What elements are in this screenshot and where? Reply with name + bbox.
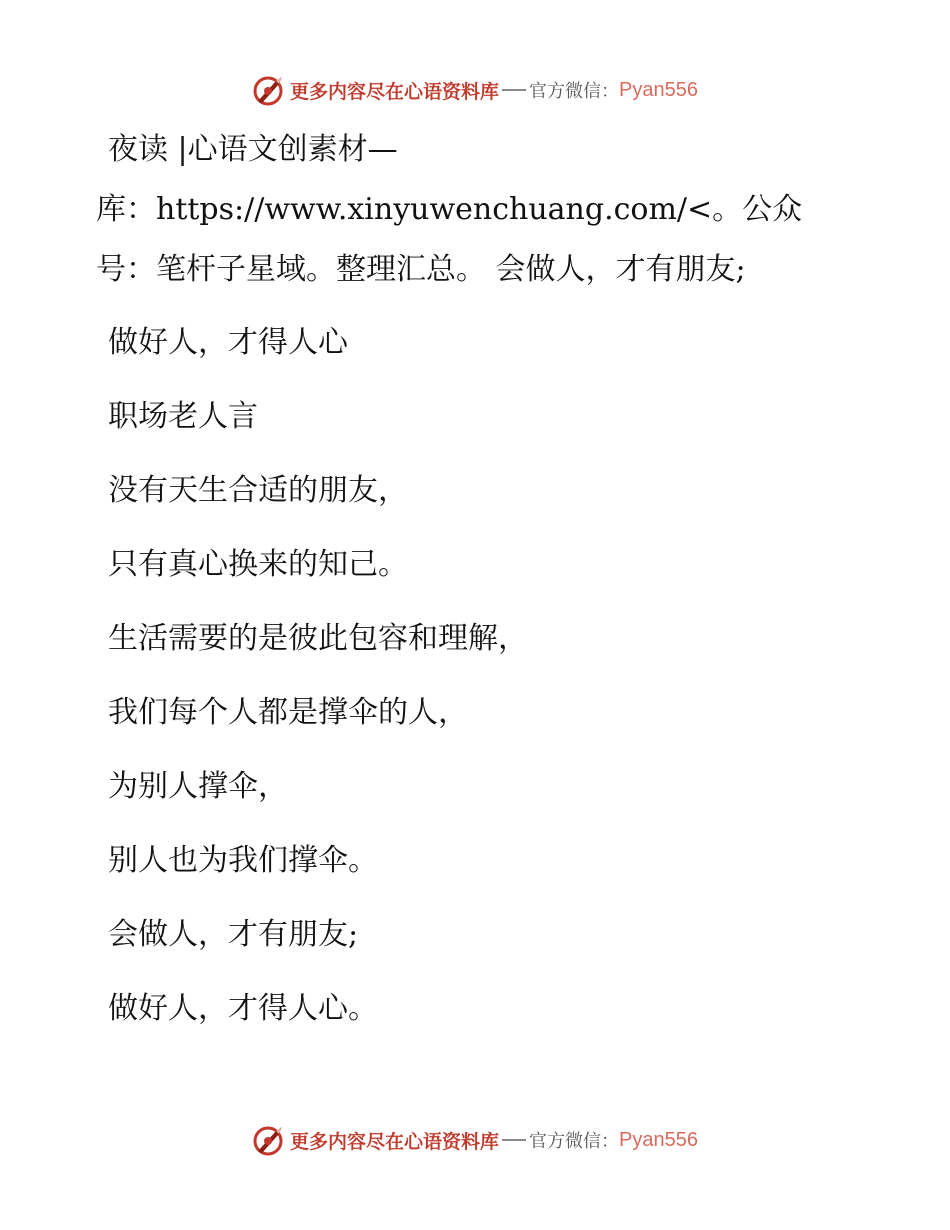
footer-banner-dash xyxy=(502,1139,526,1141)
text-line: 生活需要的是彼此包容和理解， xyxy=(108,621,528,656)
document-intro-paragraph: 库：https://www.xinyuwenchuang.com/<。公众号：笔杆子星域。整理汇总。 会做人，才有朋友; xyxy=(96,192,803,287)
text-line: 做好人，才得人心 xyxy=(108,325,348,360)
quill-pen-logo-icon xyxy=(252,1123,286,1157)
text-line: 我们每个人都是撑伞的人， xyxy=(108,695,468,730)
text-line: 做好人，才得人心。 xyxy=(108,991,378,1026)
text-line: 只有真心换来的知己。 xyxy=(108,547,408,582)
text-line: 别人也为我们撑伞。 xyxy=(108,843,378,878)
footer-banner-wechat-id: Pyan556 xyxy=(619,1128,698,1151)
header-banner-sub-text: 官方微信： xyxy=(529,81,620,102)
text-line: 职场老人言 xyxy=(108,399,258,434)
footer-banner-sub-text: 官方微信： xyxy=(529,1131,620,1152)
header-banner-main-text: 更多内容尽在心语资料库 xyxy=(290,80,500,103)
text-line: 会做人，才有朋友; xyxy=(108,917,359,952)
document-body xyxy=(96,120,836,1062)
text-line: 为别人撑伞， xyxy=(108,769,288,804)
footer-banner xyxy=(0,1120,950,1160)
header-banner-dash xyxy=(502,89,526,91)
text-line: 没有天生合适的朋友， xyxy=(108,473,408,508)
document-lines xyxy=(96,322,836,1030)
footer-banner-main-text: 更多内容尽在心语资料库 xyxy=(290,1130,500,1153)
quill-pen-logo-icon xyxy=(252,73,286,107)
header-banner xyxy=(0,70,950,110)
header-banner-wechat-id: Pyan556 xyxy=(619,78,698,101)
document-title-line: 夜读 |心语文创素材— xyxy=(108,132,398,167)
